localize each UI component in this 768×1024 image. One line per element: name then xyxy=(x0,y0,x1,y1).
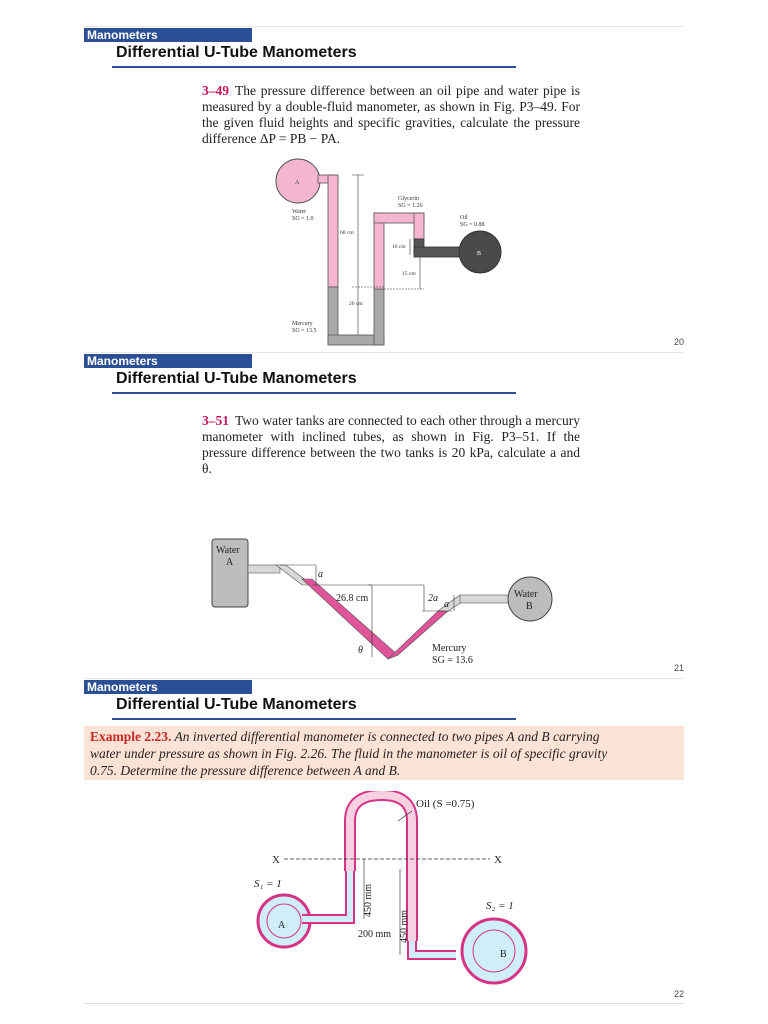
problem-statement xyxy=(202,83,580,147)
dim-450-right: 450 mm xyxy=(399,909,410,943)
section-tag: Manometers xyxy=(84,680,252,694)
problem-text: Two water tanks are connected to each other through a mercury manometer with inclined tubes, as shown in Fig. P3–51. If the pressure difference between the two tanks is 20 kPa, calculate a and θ. xyxy=(202,413,580,476)
tank-b-line2: B xyxy=(526,601,533,612)
dim-20: 20 cm xyxy=(349,301,363,307)
slide-3 xyxy=(84,678,684,1005)
example-label: Example 2.23. xyxy=(90,729,172,744)
example-line-2: water under pressure as shown in Fig. 2.26. The fluid in the manometer is oil of specific gravity xyxy=(90,746,608,761)
dim-a-top: a xyxy=(318,569,323,580)
oil-label: Oil (S =0.75) xyxy=(416,798,475,810)
section-tag: Manometers xyxy=(84,28,252,42)
heading-rule xyxy=(112,392,516,394)
figure-p3-51 xyxy=(208,535,568,671)
left-tube-water xyxy=(328,175,338,287)
dim-10: 10 cm xyxy=(392,244,406,250)
oil-sg: SG = 0.88 xyxy=(460,222,485,228)
example-box xyxy=(84,726,684,780)
pipe-b-label: B xyxy=(500,949,507,960)
glycerin-label: Glycerin xyxy=(398,196,419,202)
mercury-left-arm xyxy=(302,579,398,659)
mercury-sg: SG = 13.6 xyxy=(432,655,473,666)
figure-p3-49 xyxy=(274,157,514,353)
pipe-a-label: A xyxy=(278,920,286,931)
s1-label: S₁ = 1 xyxy=(254,878,282,890)
x-left: X xyxy=(272,854,280,866)
mercury-label: Mercury xyxy=(432,643,467,654)
dim-26-8: 26.8 cm xyxy=(336,593,369,604)
heading-rule xyxy=(112,718,516,720)
water-sg: SG = 1.0 xyxy=(292,216,314,222)
mercury-sg: SG = 13.5 xyxy=(292,328,317,334)
glycerin-sg: SG = 1.26 xyxy=(398,203,423,209)
page-number: 22 xyxy=(673,989,684,999)
bottom-divider xyxy=(84,1003,684,1004)
pipe-b-label: B xyxy=(477,251,482,257)
heading-rule xyxy=(112,66,516,68)
dim-a-right: a xyxy=(444,599,449,610)
dim-15: 15 cm xyxy=(402,271,416,277)
page-number: 21 xyxy=(673,663,684,673)
figure-2-26 xyxy=(240,791,560,1001)
slide-heading: Differential U-Tube Manometers xyxy=(116,370,357,387)
example-line-3: 0.75. Determine the pressure difference between A and B. xyxy=(90,763,401,778)
x-right: X xyxy=(494,854,502,866)
page-number: 20 xyxy=(673,337,684,347)
example-text xyxy=(90,728,710,779)
section-tag: Manometers xyxy=(84,354,252,368)
slide-2 xyxy=(84,352,684,679)
theta-label: θ xyxy=(358,645,363,656)
slide-1 xyxy=(84,26,684,353)
pipe-a-label: A xyxy=(295,180,300,186)
problem-number: 3–51 xyxy=(202,413,229,428)
example-line-1: An inverted differential manometer is connected to two pipes A and B carrying xyxy=(174,729,600,744)
oil-label: Oil xyxy=(460,215,468,221)
problem-text: The pressure difference between an oil pipe and water pipe is measured by a double-fluid manometer, as shown in Fig. P3–49. For the given fluid heights and specific gravities, calculate the pressure difference ΔP = PB − PA. xyxy=(202,83,580,146)
mercury-label: Mercury xyxy=(292,321,313,327)
right-tube-glycerin xyxy=(374,213,384,289)
s2-label: S₂ = 1 xyxy=(486,900,514,912)
tank-a-line2: A xyxy=(226,557,234,568)
dim-60: 60 cm xyxy=(340,230,354,236)
tank-a-line1: Water xyxy=(216,545,240,556)
dim-450-left: 450 mm xyxy=(363,883,374,917)
dim-200: 200 mm xyxy=(358,929,392,940)
problem-statement xyxy=(202,413,580,477)
water-label: Water xyxy=(292,209,307,215)
tank-b-line1: Water xyxy=(514,589,538,600)
slide-heading: Differential U-Tube Manometers xyxy=(116,44,357,61)
dim-2a: 2a xyxy=(428,593,438,604)
slide-heading: Differential U-Tube Manometers xyxy=(116,696,357,713)
problem-number: 3–49 xyxy=(202,83,229,98)
